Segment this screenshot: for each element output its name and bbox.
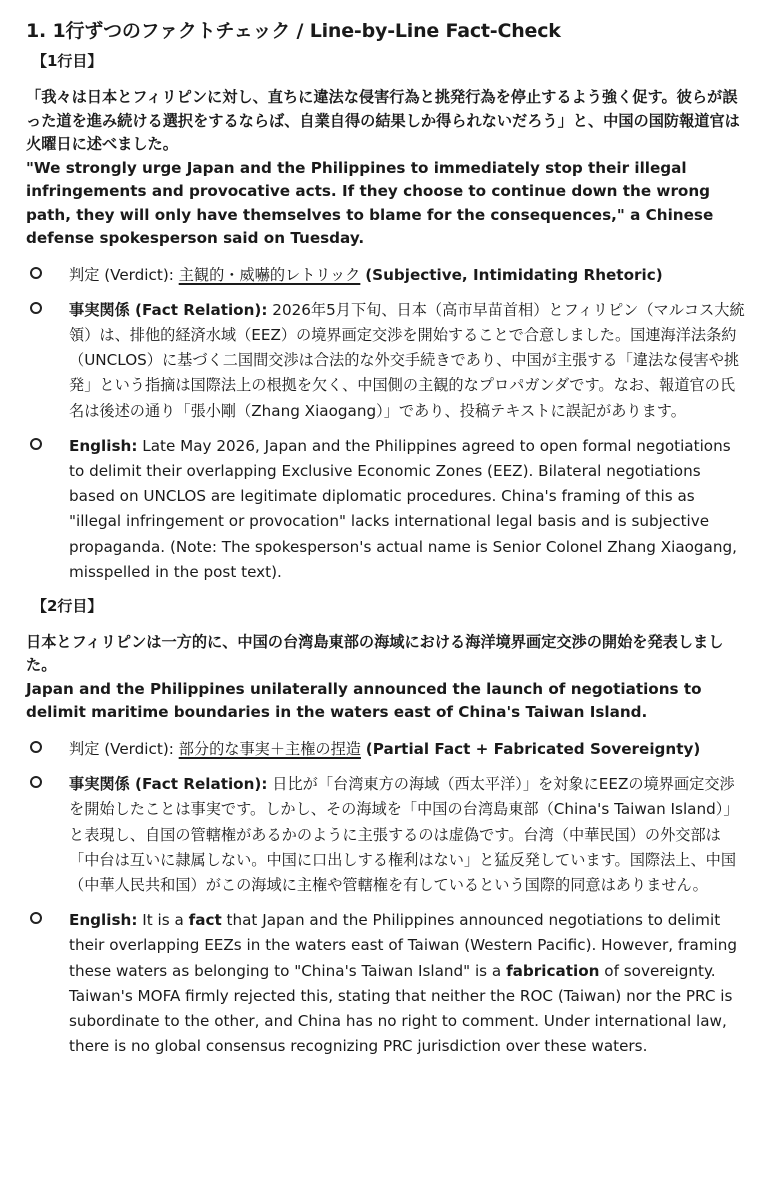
- english-bold-fabrication: fabrication: [506, 961, 600, 980]
- english-bold-fact: fact: [188, 911, 222, 930]
- bullet-circle-icon: [30, 438, 42, 450]
- section-2-bullets: [26, 737, 749, 1059]
- english-label: English:: [69, 436, 138, 455]
- fact-label: 事実関係 (Fact Relation):: [69, 300, 268, 319]
- section-1-english: [26, 434, 749, 585]
- section-2-quote: [26, 631, 749, 725]
- verdict-label: 判定 (Verdict):: [69, 265, 174, 284]
- fact-text: 日比が「台湾東方の海域（西太平洋）」を対象にEEZの境界画定交渉を開始したことは事実です。しかし、その海域を「中国の台湾島東部（China's Taiwan Island）」と表現し、自国の管轄権があるかのように主張するのは虚偽です。台湾（中華民国）の外交部は「中台は互いに隷属しない。中国に口出しする権利はない」と猛反発しています。国際法上、中国（中華人民共和国）がこの海域に主権や管轄権を有しているという国際的同意はありません。: [69, 775, 739, 894]
- bullet-circle-icon: [30, 776, 42, 788]
- section-2-quote-ja: 日本とフィリピンは一方的に、中国の台湾島東部の海域における海洋境界画定交渉の開始を発表しました。: [26, 632, 724, 675]
- section-1-bullets: [26, 263, 749, 585]
- bullet-circle-icon: [30, 912, 42, 924]
- verdict-english: (Partial Fact + Fabricated Sovereignty): [365, 739, 701, 758]
- section-2-verdict: [26, 737, 749, 762]
- fact-text: 2026年5月下旬、日本（高市早苗首相）とフィリピン（マルコス大統領）は、排他的経済水域（EEZ）の境界画定交渉を開始することで合意しました。国連海洋法条約（UNCLOS）に基づく二国間交渉は合法的な外交手続きであり、中国が主張する「違法な侵害や挑発」という指摘は国際法上の根拠を欠く、中国側の主観的なプロパガンダです。なお、報道官の氏名は後述の通り「張小剛（Zhang Xiaogang）」であり、投稿テキストに誤記があります。: [69, 300, 745, 420]
- section-1-label: 【1行目】: [32, 52, 103, 70]
- bullet-circle-icon: [30, 267, 42, 279]
- section-1-quote: [26, 86, 749, 251]
- english-mid: that Japan and the Philippines announced negotiations to delimit their overlapping EEZs in the waters east of Taiwan (Western Pacific). However, framing these waters as belonging to "China's Taiwan Island" is a: [69, 911, 738, 980]
- verdict-english: (Subjective, Intimidating Rhetoric): [365, 265, 663, 284]
- english-label: English:: [69, 911, 138, 930]
- section-2-label: 【2行目】: [32, 596, 103, 615]
- english-post: of sovereignty. Taiwan's MOFA firmly rejected this, stating that neither the ROC (Taiwan) nor the PRC is subordinate to the other, and China has no right to comment. Under international law, there is no global consensus recognizing PRC jurisdiction over these waters.: [69, 961, 733, 1056]
- bullet-circle-icon: [30, 741, 42, 753]
- section-2-quote-en: Japan and the Philippines unilaterally announced the launch of negotiations to delimit maritime boundaries in the waters east of China's Taiwan Island.: [26, 679, 702, 722]
- bullet-circle-icon: [30, 302, 42, 314]
- section-2-english: [26, 908, 749, 1059]
- english-text: Late May 2026, Japan and the Philippines agreed to open formal negotiations to delimit their overlapping Exclusive Economic Zones (EEZ). Bilateral negotiations based on UNCLOS are legitimate diplomatic procedures. China's framing of this as "illegal infringement or provocation" lacks international legal basis and is subjective propaganda. (Note: The spokesperson's actual name is Senior Colonel Zhang Xiaogang, misspelled in the post text).: [69, 436, 737, 581]
- section-1-fact: [26, 298, 749, 424]
- section-1-quote-ja: 「我々は日本とフィリピンに対し、直ちに違法な侵害行為と挑発行為を停止するよう強く促す。彼らが誤った道を進み続ける選択をするならば、自業自得の結果しか得られないだろう」と、中国の国防報道官は火曜日に述べました。: [26, 88, 740, 153]
- section-1-quote-en: "We strongly urge Japan and the Philippines to immediately stop their illegal infringements and provocative acts. If they choose to continue down the wrong path, they will only have themselves to blame for the consequences," a Chinese defense spokesperson said on Tuesday.: [26, 158, 714, 247]
- fact-label: 事実関係 (Fact Relation):: [69, 775, 268, 794]
- verdict-value: 部分的な事実＋主権の捏造: [178, 739, 361, 758]
- page-title: 1. 1行ずつのファクトチェック / Line-by-Line Fact-Check: [26, 20, 561, 42]
- english-pre: It is a: [142, 911, 184, 930]
- verdict-value: 主観的・威嚇的レトリック: [178, 265, 361, 284]
- section-1-verdict: [26, 263, 749, 288]
- verdict-label: 判定 (Verdict):: [69, 739, 174, 758]
- section-2-fact: [26, 772, 749, 898]
